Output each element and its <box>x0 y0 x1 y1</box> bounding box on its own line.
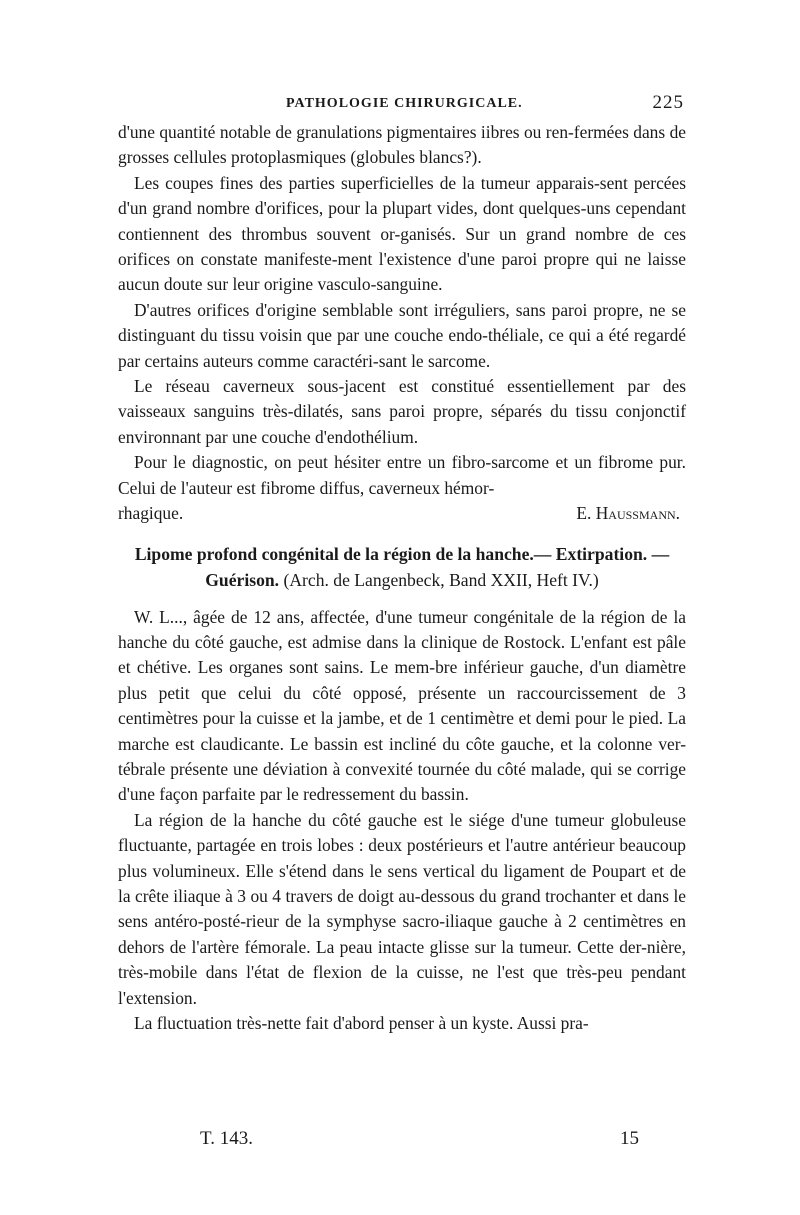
paragraph: Les coupes fines des parties superficielles de la tumeur apparais-sent percées d'un grand nombre d'orifices, pour la plupart vides, dont quelques-uns cependant contiennent des thrombus souvent or-ganisés. Sur un grand nombre de ces orifices on constate manifeste-ment l'existence d'une paroi propre qui ne laisse aucun doute sur leur origine vasculo-sanguine. <box>118 172 686 295</box>
paragraph: La région de la hanche du côté gauche est le siége d'une tumeur globuleuse fluctuante, partagée en trois lobes : deux postérieurs et l'autre antérieur beaucoup plus volumineux. Elle s'étend dans le sens vertical du ligament de Poupart et de la crête iliaque à 3 ou 4 travers de doigt au-dessous du grand trochanter et dans le sens antéro-posté-rieur de la symphyse sacro-iliaque gauche à 2 centimètres en dehors de l'artère fémorale. La peau intacte glisse sur la tumeur. Cette der-nière, très-mobile dans l'état de flexion de la cuisse, ne l'est que très-peu pendant l'extension. <box>118 809 686 1008</box>
volume-signature: T. 143. <box>200 1128 253 1149</box>
paragraph: La fluctuation très-nette fait d'abord penser à un kyste. Aussi pra- <box>134 1013 589 1033</box>
quire-number: 15 <box>620 1128 639 1149</box>
paragraph: Le réseau caverneux sous-jacent est constitué essentiellement par des vaisseaux sanguins très-dilatés, sans paroi propre, séparés du tissu conjonctif environnant par une couche d'endothélium. <box>118 376 686 447</box>
article-text <box>118 605 686 1037</box>
diagnostic-paragraph: Pour le diagnostic, on peut hésiter entre un fibro-sarcome et un fibrome pur. Celui de l'auteur est fibrome diffus, caverneux hémor- <box>118 452 686 498</box>
page-body <box>118 92 686 1036</box>
running-head-title: PATHOLOGIE CHIRURGICALE. <box>286 96 523 111</box>
article-title-main: Lipome profond congénital de la région de la hanche.— Extirpation. — Guérison. <box>134 543 670 590</box>
article-reference: (Arch. de Langenbeck, Band XXII, Heft IV.) <box>283 569 599 590</box>
diagnostic-signature-line <box>118 501 686 526</box>
page-number: 225 <box>652 92 684 113</box>
previous-article-text <box>118 120 686 527</box>
author-signature: E. Haussmann. <box>576 503 680 524</box>
running-head <box>118 92 686 120</box>
paragraph: d'une quantité notable de granulations pigmentaires iibres ou ren-fermées dans de grosses cellules protoplasmiques (globules blancs?). <box>118 122 686 168</box>
paragraph: W. L..., âgée de 12 ans, affectée, d'une tumeur congénitale de la région de la hanche du côté gauche, est admise dans la clinique de Rostock. L'enfant est pâle et chétive. Les organes sont sains. Le mem-bre inférieur gauche, d'un diamètre plus petit que celui du côté opposé, présente un raccourcissement de 3 centimètres pour la cuisse et la jambe, et de 1 centimètre et demi pour le pied. La marche est claudicante. Le bassin est incliné du côte gauche, et la colonne ver-tébrale présente une déviation à convexité tournée du côté malade, qui se corrige d'une façon parfaite par le redressement du bassin. <box>118 606 686 805</box>
diagnostic-last-line: rhagique. <box>118 503 184 524</box>
paragraph: D'autres orifices d'origine semblable sont irréguliers, sans paroi propre, ne se distinguant du tissu voisin que par une couche endo-théliale, ce qui a été regardé par certains auteurs comme caractéri-sant le sarcome. <box>118 299 686 371</box>
page-footer <box>118 1128 686 1158</box>
article-title <box>118 541 686 593</box>
